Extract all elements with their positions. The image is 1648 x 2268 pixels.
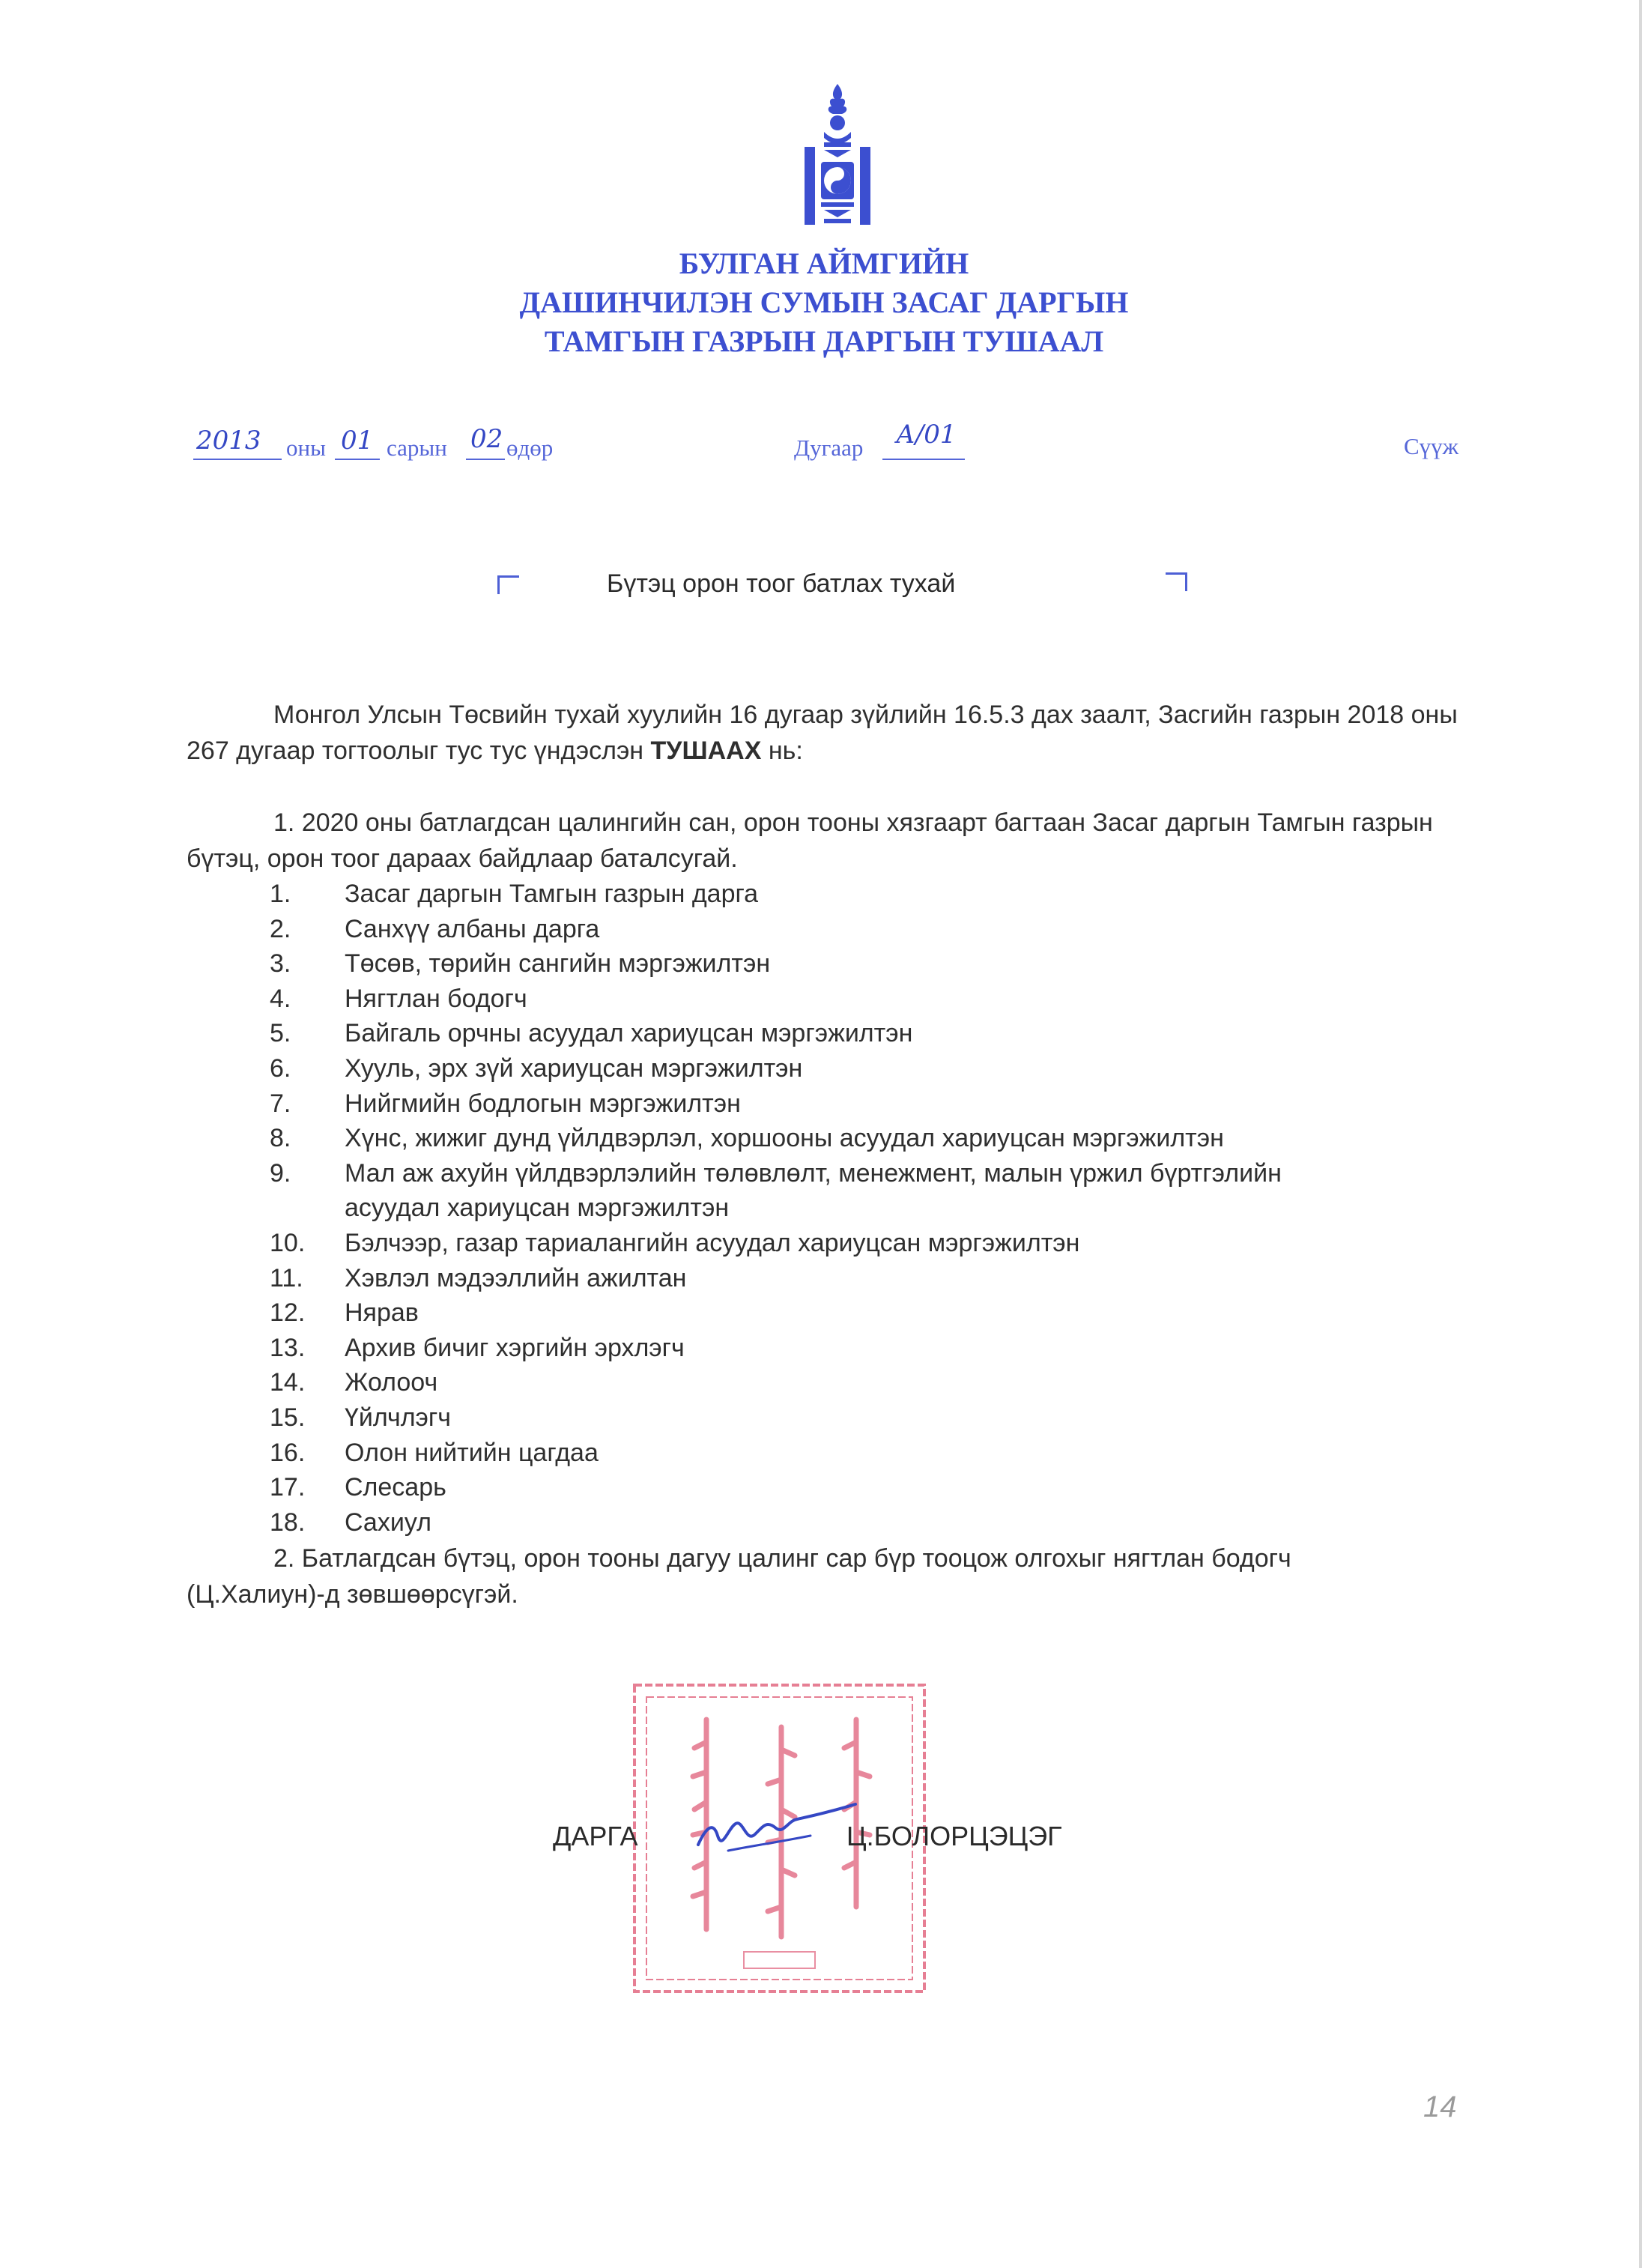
handwritten-signature bbox=[683, 1798, 863, 1866]
signatory-name: Ц.БОЛОРЦЭЦЭГ bbox=[846, 1821, 1062, 1851]
list-item bbox=[270, 1121, 1498, 1156]
intro-text: Монгол Улсын Төсвийн тухай хуулийн 16 дугаар зүйлийн 16.5.3 дах заалт, Засгийн газрын 2018 оны 267 дугаар тогтоолыг тус тус үндэслэн bbox=[187, 701, 1458, 765]
intro-suffix: нь: bbox=[761, 737, 803, 765]
item-number: 3. bbox=[270, 949, 291, 979]
item-number: 1. bbox=[270, 880, 291, 908]
item-text: Нярав bbox=[345, 1298, 419, 1328]
page-number: 14 bbox=[1423, 2090, 1457, 2123]
item-text: Санхүү албаны дарга bbox=[345, 914, 600, 943]
subject-title: Бүтэц орон тоог батлах тухай bbox=[607, 569, 956, 598]
header-line-1: БУЛГАН АЙМГИЙН bbox=[679, 247, 969, 280]
staff-list bbox=[270, 877, 1498, 1540]
order-keyword: ТУШААХ bbox=[650, 737, 762, 765]
header-line-3: ТАМГЫН ГАЗРЫН ДАРГЫН ТУШААЛ bbox=[544, 324, 1104, 358]
subject-bracket-right bbox=[1166, 572, 1187, 591]
item-text: Хэвлэл мэдээллийн ажилтан bbox=[345, 1263, 687, 1292]
item-text: Архив бичиг хэргийн эрхлэгч bbox=[345, 1333, 685, 1362]
handwritten-year: 2013 bbox=[196, 426, 261, 456]
list-item bbox=[270, 912, 1498, 947]
item-number: 17. bbox=[270, 1473, 306, 1502]
item-number: 11. bbox=[270, 1263, 303, 1292]
soyombo-emblem-icon bbox=[802, 84, 873, 225]
number-label: Дугаар bbox=[794, 435, 864, 461]
point-2: 2. Батлагдсан бүтэц, орон тооны дагуу цалинг сар бүр тооцож олгохыг нягтлан бодогч (Ц.Халиун)-д зөвшөөрсүгэй. bbox=[187, 1544, 1291, 1609]
item-text: Мал аж ахуйн үйлдвэрлэлийн төлөвлөлт, менежмент, малын үржил бүртгэлийн асуудал хариуцсан мэргэжилтэн bbox=[345, 1158, 1282, 1223]
list-item bbox=[270, 877, 1498, 912]
month-word: сарын bbox=[387, 435, 447, 461]
item-number: 2. bbox=[270, 914, 291, 943]
list-item bbox=[270, 1261, 1498, 1296]
item-number: 6. bbox=[270, 1053, 291, 1083]
item-number: 8. bbox=[270, 1124, 291, 1153]
item-number: 4. bbox=[270, 984, 291, 1013]
place-name: Сүүж bbox=[1404, 433, 1459, 459]
item-text: Жолооч bbox=[345, 1368, 438, 1397]
signature-title: ДАРГА bbox=[553, 1821, 638, 1851]
item-number: 7. bbox=[270, 1089, 291, 1118]
item-number: 9. bbox=[270, 1158, 291, 1188]
list-item bbox=[270, 1051, 1498, 1086]
list-item bbox=[270, 1086, 1498, 1122]
intro-paragraph bbox=[187, 697, 1460, 769]
day-word: өдөр bbox=[506, 435, 554, 461]
list-item bbox=[270, 1400, 1498, 1436]
list-item bbox=[270, 1436, 1498, 1471]
item-number: 5. bbox=[270, 1019, 291, 1048]
list-item bbox=[270, 1295, 1498, 1331]
handwritten-month: 01 bbox=[341, 426, 374, 456]
year-word: оны bbox=[286, 435, 326, 461]
item-text: Хүнс, жижиг дунд үйлдвэрлэл, хоршооны асуудал хариуцсан мэргэжилтэн bbox=[345, 1124, 1224, 1153]
list-item bbox=[270, 1365, 1498, 1400]
item-text: Бэлчээр, газар тариалангийн асуудал хариуцсан мэргэжилтэн bbox=[345, 1228, 1080, 1257]
list-item bbox=[270, 1156, 1498, 1226]
item-text: Олон нийтийн цагдаа bbox=[345, 1438, 599, 1467]
list-item bbox=[270, 1016, 1498, 1051]
item-number: 13. bbox=[270, 1333, 306, 1362]
item-number: 18. bbox=[270, 1508, 306, 1537]
item-number: 14. bbox=[270, 1368, 306, 1397]
item-text: Сахиул bbox=[345, 1508, 431, 1537]
item-number: 16. bbox=[270, 1438, 306, 1467]
point-1: 1. 2020 оны батлагдсан цалингийн сан, орон тооны хязгаарт багтаан Засаг даргын Тамгын газрын бүтэц, орон тоог дараах байдлаар баталсугай. bbox=[187, 808, 1433, 873]
item-number: 15. bbox=[270, 1403, 306, 1432]
list-item bbox=[270, 1226, 1498, 1261]
item-text: Хууль, эрх зүй хариуцсан мэргэжилтэн bbox=[345, 1053, 803, 1083]
item-text: Төсөв, төрийн сангийн мэргэжилтэн bbox=[345, 949, 771, 979]
item-text: Үйлчлэгч bbox=[345, 1403, 452, 1432]
list-item bbox=[270, 1470, 1498, 1505]
handwritten-day: 02 bbox=[470, 424, 503, 454]
item-text: Нягтлан бодогч bbox=[345, 984, 527, 1013]
list-item bbox=[270, 946, 1498, 982]
item-text: Засаг даргын Тамгын газрын дарга bbox=[345, 880, 759, 908]
list-item bbox=[270, 1331, 1498, 1366]
item-text: Слесарь bbox=[345, 1473, 446, 1502]
item-text: Байгаль орчны асуудал хариуцсан мэргэжилтэн bbox=[345, 1019, 913, 1048]
list-item bbox=[270, 1505, 1498, 1540]
subject-bracket-left bbox=[497, 575, 519, 594]
item-text: Нийгмийн бодлогын мэргэжилтэн bbox=[345, 1089, 741, 1118]
header-line-2: ДАШИНЧИЛЭН СУМЫН ЗАСАГ ДАРГЫН bbox=[519, 285, 1129, 319]
item-number: 10. bbox=[270, 1228, 306, 1257]
list-item bbox=[270, 982, 1498, 1017]
handwritten-number: А/01 bbox=[896, 420, 957, 450]
item-number: 12. bbox=[270, 1298, 306, 1328]
